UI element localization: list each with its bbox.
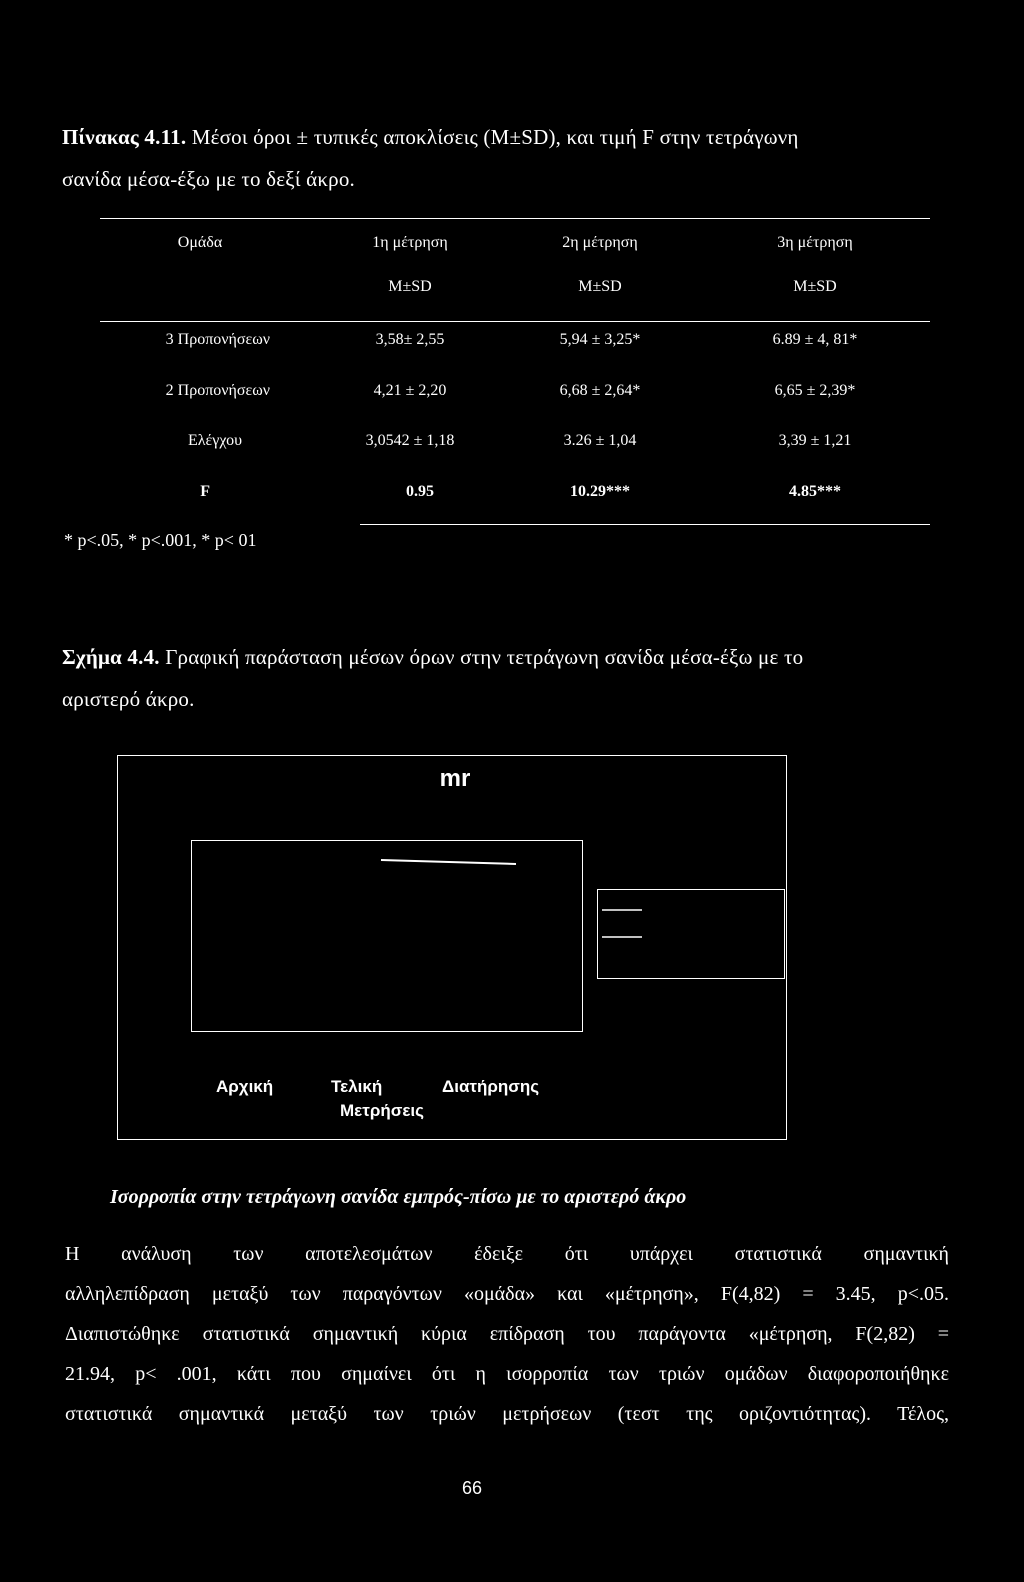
- table-row-2-m3: 6,65 ± 2,39*: [774, 382, 856, 399]
- x-tick-label-3: Διατήρησης: [442, 1077, 540, 1096]
- figure-caption-line1: [62, 636, 962, 678]
- table-header-rule: [100, 321, 930, 322]
- table-row-4-m3: 4.85***: [789, 483, 841, 500]
- paragraph-line-2: αλληλεπίδραση μεταξύ των παραγόντων «ομάδα» και «μέτρηση», F(4,82) = 3.45, p<.05.: [65, 1283, 949, 1305]
- section-heading: Ισορροπία στην τετράγωνη σανίδα εμπρός-πίσω με το αριστερό άκρο: [110, 1186, 687, 1208]
- header-m1: 1η μέτρηση: [372, 234, 448, 251]
- table-row-2-m2: 6,68 ± 2,64*: [559, 382, 641, 399]
- paragraph-line-5: στατιστικά σημαντικά μεταξύ των τριών μετρήσεων (τεστ της οριζοντιότητας). Τέλος,: [65, 1403, 949, 1425]
- chart-title: mr: [439, 765, 471, 792]
- table-footnote: * p<.05, * p<.001, * p< 01: [64, 530, 257, 550]
- plot-svg: [191, 840, 583, 1040]
- x-tick-label-1: Αρχική: [216, 1077, 274, 1096]
- x-axis-label: Μετρήσεις: [340, 1101, 424, 1120]
- table-row-3-group: Ελέγχου: [188, 432, 242, 449]
- table-bottom-rule: [360, 524, 930, 525]
- table-caption: [62, 116, 962, 200]
- paragraph-line-4: 21.94, p< .001, κάτι που σημαίνει ότι η ισορροπία των τριών ομάδων διαφοροποιήθηκε: [65, 1363, 949, 1385]
- x-tick-label-2: Τελική: [331, 1077, 383, 1096]
- table-caption-label: Πίνακας 4.11.: [62, 125, 187, 149]
- header-m3: 3η μέτρηση: [777, 234, 853, 251]
- paragraph-line-3: Διαπιστώθηκε στατιστικά σημαντική κύρια επίδραση του παράγοντα «μέτρηση, F(2,82) =: [65, 1323, 949, 1345]
- table-row-4-m2: 10.29***: [570, 483, 630, 500]
- subheader-m1: M±SD: [388, 278, 432, 295]
- header-group: Ομάδα: [177, 234, 223, 251]
- figure-caption: [62, 636, 962, 720]
- table-row-3-m3: 3,39 ± 1,21: [778, 432, 852, 449]
- table-row-1-m3: 6.89 ± 4, 81*: [772, 331, 858, 348]
- table-row-1-m1: 3,58± 2,55: [375, 331, 445, 348]
- subheader-m3: M±SD: [793, 278, 837, 295]
- legend-svg: [597, 889, 785, 979]
- table-row-2-group: 2 Προπονήσεων: [165, 382, 270, 399]
- figure-caption-text: Γραφική παράσταση μέσων όρων στην τετράγωνη σανίδα μέσα-έξω με το: [165, 645, 804, 669]
- header-m2: 2η μέτρηση: [562, 234, 638, 251]
- table-caption-line2: σανίδα μέσα-έξω με το δεξί άκρο.: [62, 167, 355, 191]
- table-caption-text: Μέσοι όροι ± τυπικές αποκλίσεις (M±SD), και τιμή F στην τετράγωνη: [191, 125, 799, 149]
- table-row-3-m1: 3,0542 ± 1,18: [365, 432, 455, 449]
- table-top-rule: [100, 218, 930, 219]
- page-number: 66: [461, 1478, 483, 1498]
- subheader-m2: M±SD: [578, 278, 622, 295]
- table-row-1-m2: 5,94 ± 3,25*: [559, 331, 641, 348]
- table-row-4-group: F: [200, 483, 210, 500]
- table-row-1-group: 3 Προπονήσεων: [165, 331, 270, 348]
- table-caption-line1: [62, 116, 962, 158]
- figure-caption-label: Σχήμα 4.4.: [62, 645, 160, 669]
- figure-caption-line2: αριστερό άκρο.: [62, 687, 195, 711]
- table-row-2-m1: 4,21 ± 2,20: [373, 382, 447, 399]
- series-line: [381, 860, 516, 864]
- paragraph-line-1: Η ανάλυση των αποτελεσμάτων έδειξε ότι υπάρχει στατιστικά σημαντική: [65, 1243, 949, 1265]
- table-row-3-m2: 3.26 ± 1,04: [563, 432, 637, 449]
- table-row-4-m1: 0.95: [406, 483, 434, 500]
